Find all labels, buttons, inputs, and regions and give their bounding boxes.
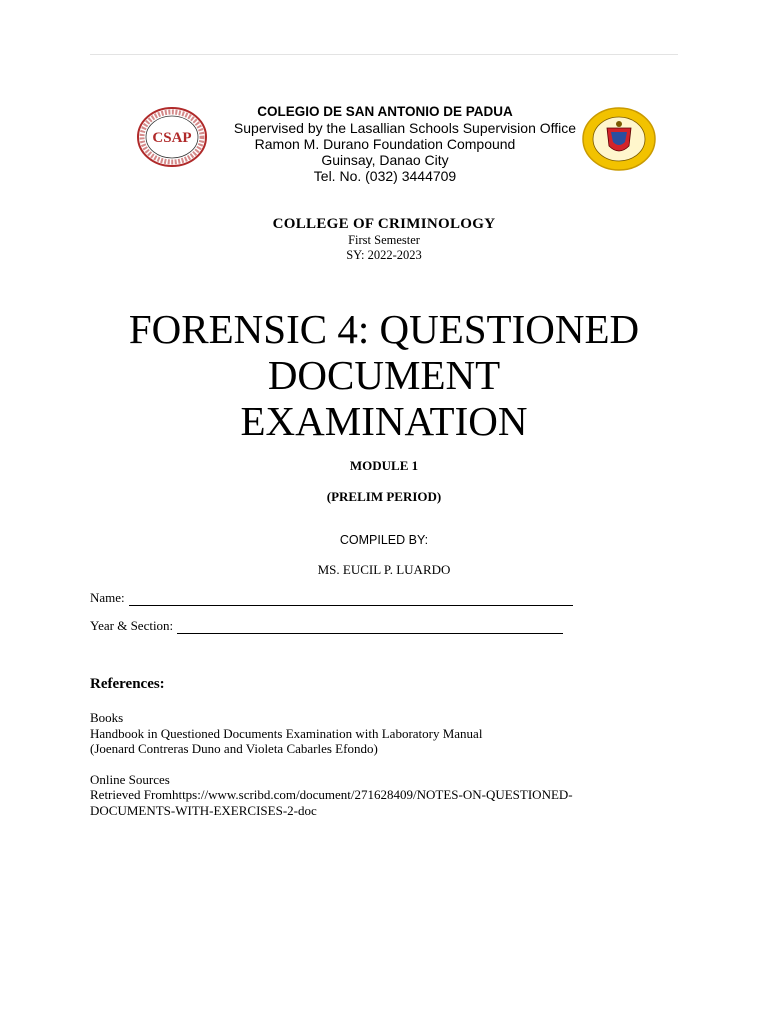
year-section-field [90, 618, 563, 634]
name-field [90, 590, 573, 606]
name-blank-line [129, 593, 573, 606]
semester: First Semester [348, 233, 420, 247]
school-year: SY: 2022-2023 [346, 248, 422, 262]
address-line-2: Guinsay, Danao City [321, 152, 449, 168]
spacer [90, 757, 690, 772]
module-label: MODULE 1 [349, 458, 419, 473]
references-list [90, 710, 690, 818]
title-line-2: DOCUMENT [267, 352, 501, 398]
online-source-line-1: Retrieved Fromhttps://www.scribd.com/document/271628409/NOTES-ON-QUESTIONED- [90, 787, 573, 802]
supervision-line: Supervised by the Lasallian Schools Supervision Office [233, 120, 577, 136]
book-authors: (Joenard Contreras Duno and Violeta Cabarles Efondo) [90, 741, 378, 756]
college-name: COLLEGE OF CRIMINOLOGY [272, 216, 496, 232]
books-label: Books [90, 710, 124, 725]
criminology-seal-logo [581, 106, 657, 172]
book-title: Handbook in Questioned Documents Examination with Laboratory Manual [90, 725, 483, 741]
svg-text:CSAP: CSAP [152, 130, 192, 146]
title-line-1: FORENSIC 4: QUESTIONED [128, 306, 640, 352]
title-line-3: EXAMINATION [240, 398, 528, 444]
document-title [40, 306, 728, 444]
address-line-1: Ramon M. Durano Foundation Compound [254, 136, 516, 152]
year-section-blank-line [177, 621, 563, 634]
references-heading: References: [90, 676, 165, 692]
author-name: MS. EUCIL P. LUARDO [317, 562, 451, 577]
school-name: COLEGIO DE SAN ANTONIO DE PADUA [257, 104, 513, 119]
college-block [0, 215, 768, 263]
compiled-by-label: COMPILED BY: [339, 533, 429, 547]
online-source-line-2: DOCUMENTS-WITH-EXERCISES-2-doc [90, 802, 317, 818]
online-sources-label: Online Sources [90, 771, 170, 787]
phone-line: Tel. No. (032) 3444709 [313, 168, 457, 184]
year-section-label: Year & Section: [90, 618, 174, 633]
period-label: (PRELIM PERIOD) [326, 489, 442, 504]
letterhead-text [150, 104, 620, 184]
page-top-divider [90, 54, 678, 55]
name-label: Name: [90, 590, 125, 605]
